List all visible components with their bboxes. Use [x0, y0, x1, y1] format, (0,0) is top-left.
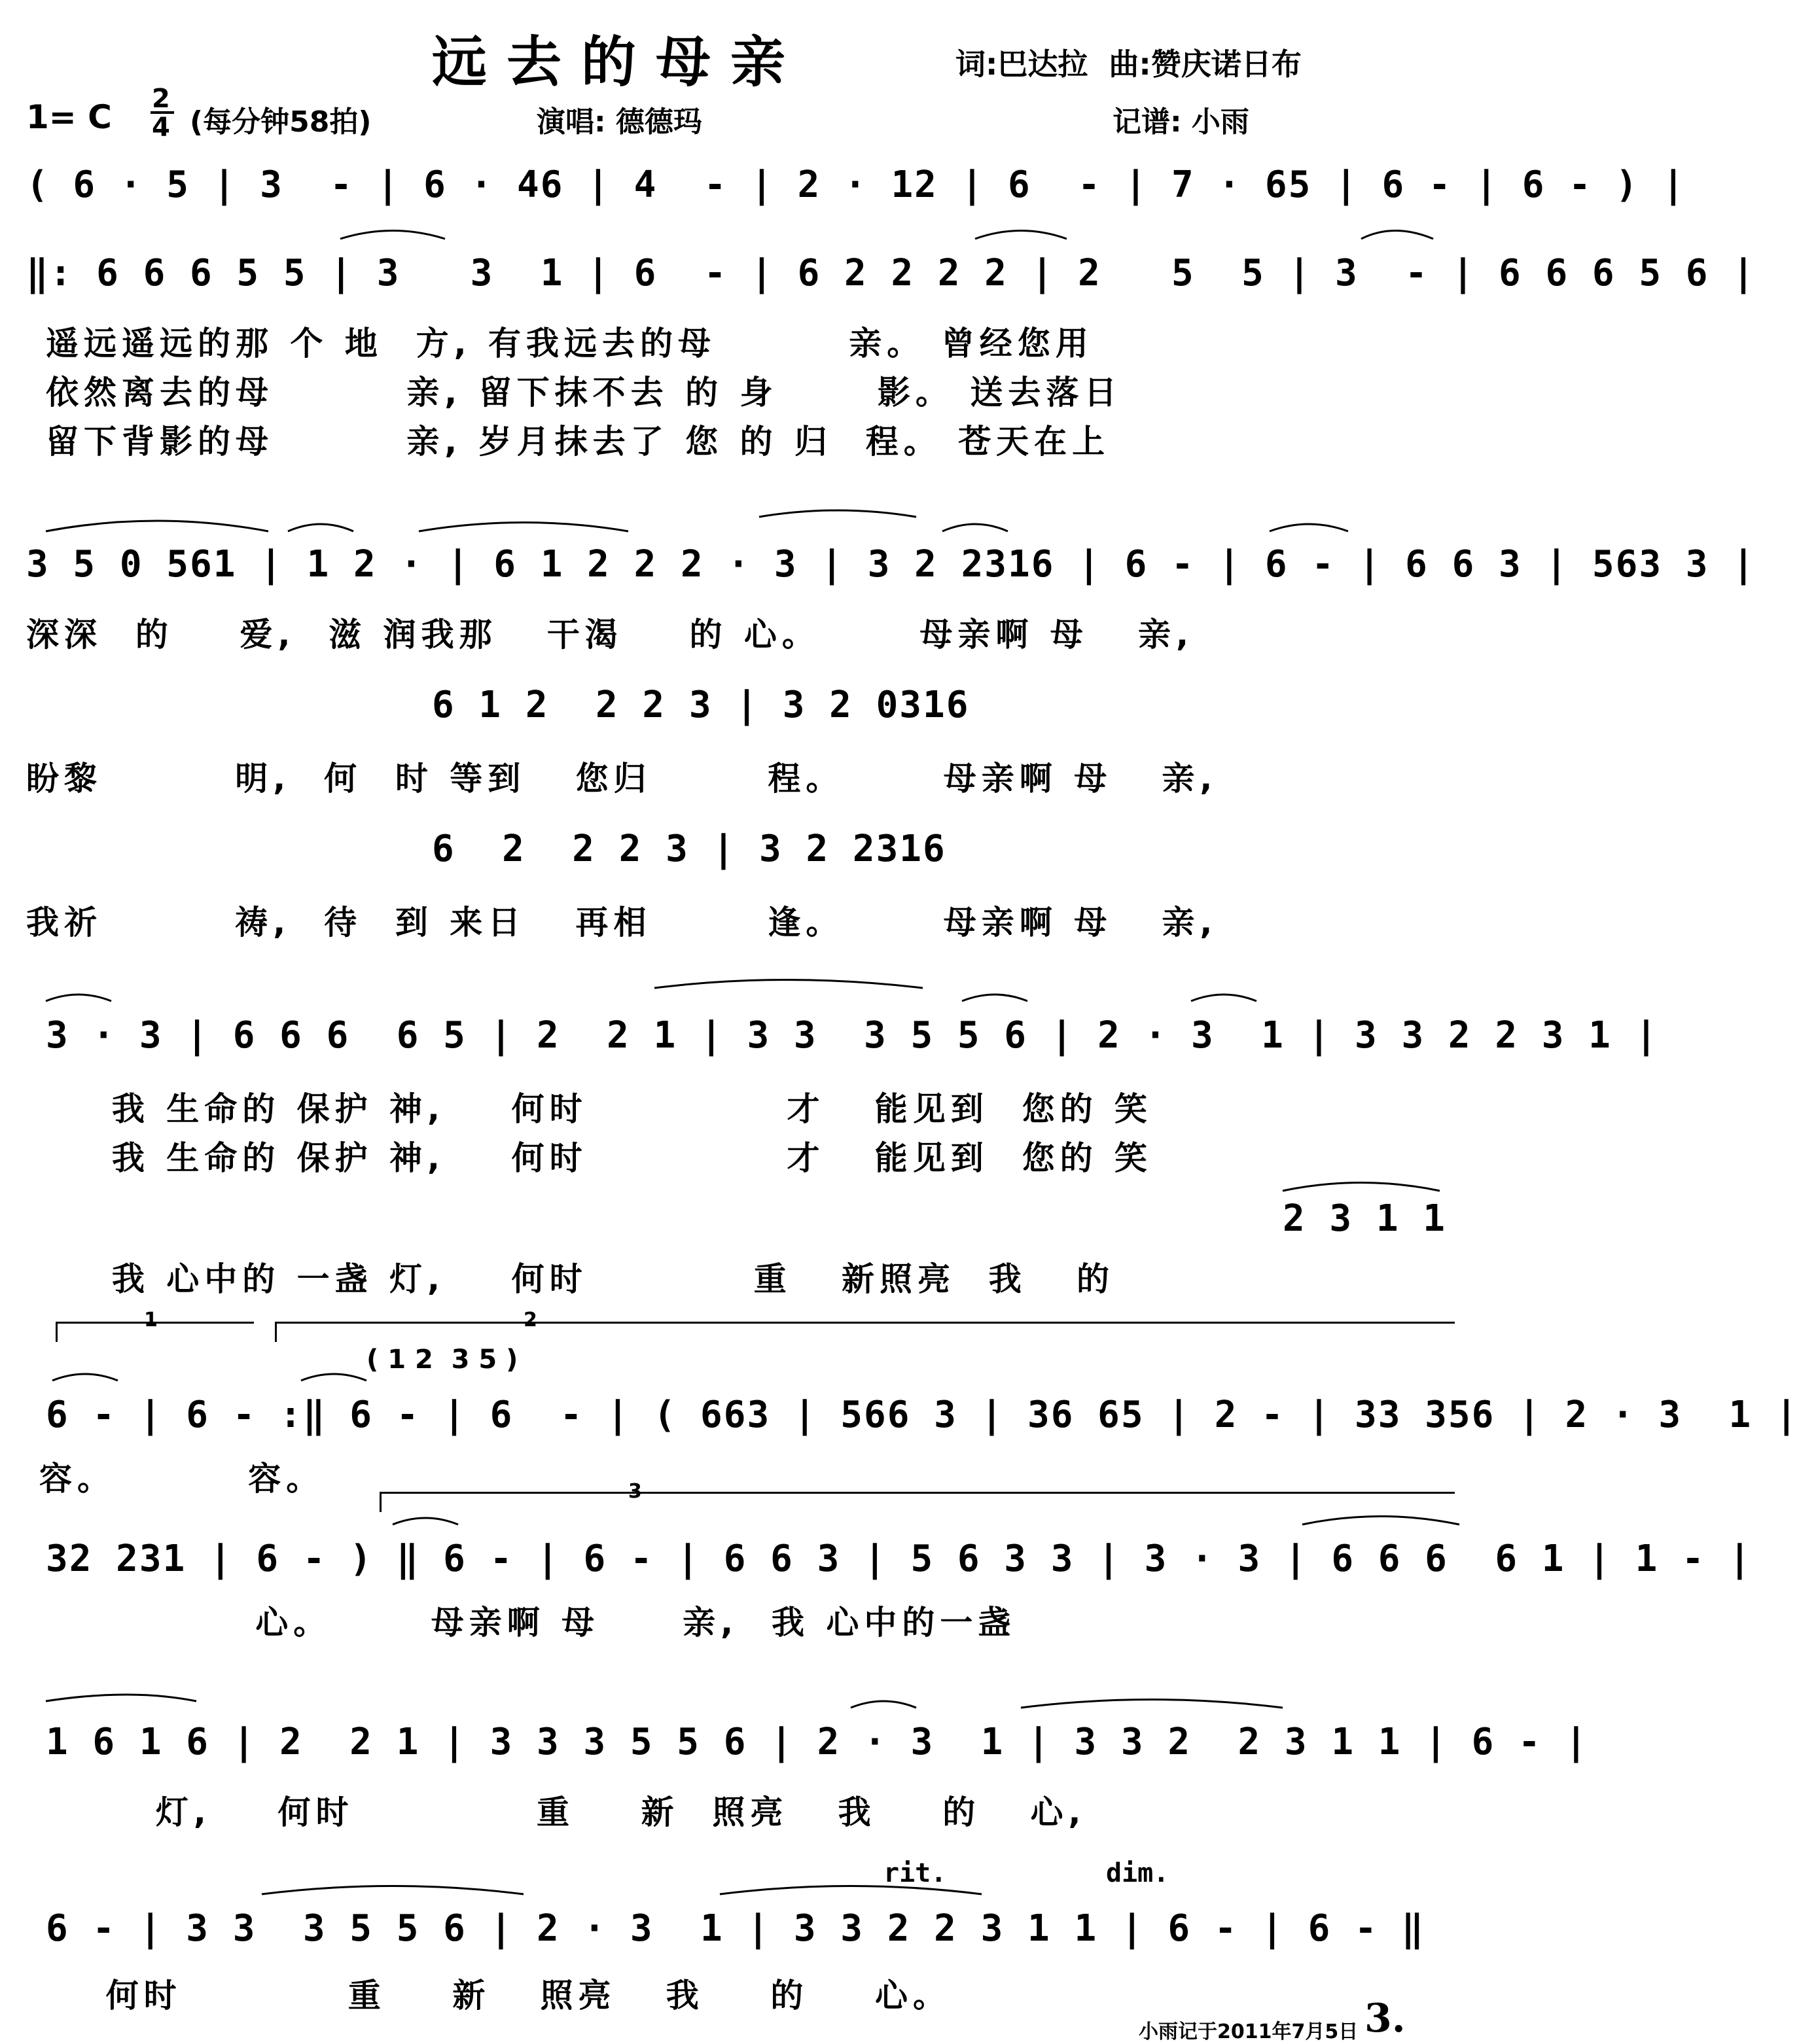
notation-line-3: 3 5 0 561 | 1 2 · | 6 1 2 2 2 · 3 | 3 2 2316 | 6 - | 6 - | 6 6 3 | 563 3 |: [26, 543, 1756, 586]
key-signature: 1= C: [26, 98, 112, 136]
time-denominator: 4: [152, 113, 170, 143]
notation-line-8: 6 - | 6 - :‖ 6 - | 6 - | ( 663 | 566 3 | 36 65 | 2 - | 33 356 | 2 · 3 1 |: [46, 1394, 1799, 1436]
lyrics-line-2-verse-3: 留下背影的母 亲, 岁月抹去了 您 的 归 程。 苍天在上: [46, 423, 1111, 461]
time-numerator: 2: [152, 84, 170, 114]
lyrics-line-5: 我祈 祷, 待 到 来日 再相 逢。 母亲啊 母 亲,: [26, 904, 1218, 942]
notation-line-11: 6 - | 3 3 3 5 5 6 | 2 · 3 1 | 3 3 2 2 3 1 1 | 6 - | 6 - ‖: [46, 1907, 1425, 1950]
lyrics-line-4: 盼黎 明, 何 时 等到 您归 程。 母亲啊 母 亲,: [26, 760, 1218, 798]
tempo-marking: (每分钟58拍): [190, 105, 372, 139]
singer-credit: 演唱: 德德玛: [537, 105, 702, 139]
lyrics-line-2-verse-2: 依然离去的母 亲, 留下抹不去 的 身 影。 送去落日: [46, 374, 1122, 412]
notation-line-1: ( 6 · 5 | 3 - | 6 · 46 | 4 - | 2 · 12 | 6 - | 7 · 65 | 6 - | 6 - ) |: [26, 164, 1686, 206]
lyrics-line-3: 深深 的 爱, 滋 润我那 干渴 的 心。 母亲啊 母 亲,: [26, 616, 1194, 654]
volta-label-1: 1: [144, 1309, 158, 1331]
notation-line-2: ‖: 6 6 6 5 5 | 3 3 1 | 6 - | 6 2 2 2 2 | 2 5 5 | 3 - | 6 6 6 5 6 |: [26, 252, 1756, 294]
footer-date: 小雨记于2011年7月5日: [1139, 2020, 1359, 2043]
lyrics-line-8: 容。 容。: [39, 1460, 325, 1498]
volta-label-3: 3: [628, 1480, 642, 1503]
notation-line-7: 2 3 1 1: [1283, 1197, 1447, 1240]
intro-cue-notes: ( 1 2 3 5 ): [366, 1345, 518, 1375]
ritardando-mark: rit.: [883, 1858, 947, 1888]
lyrics-line-6-verse-1: 我 生命的 保护 神, 何时 才 能见到 您的 笑: [79, 1090, 1152, 1128]
lyrics-line-9: 心。 母亲啊 母 亲, 我 心中的一盏: [39, 1604, 1016, 1642]
notation-line-10: 1 6 1 6 | 2 2 1 | 3 3 3 5 5 6 | 2 · 3 1 | 3 3 2 2 3 1 1 | 6 - |: [46, 1721, 1589, 1763]
lyrics-line-10: 灯, 何时 重 新 照亮 我 的 心,: [39, 1793, 1086, 1831]
volta-label-2: 2: [524, 1309, 537, 1331]
lyrics-line-6-verse-2: 我 生命的 保护 神, 何时 才 能见到 您的 笑: [79, 1139, 1152, 1177]
lyrics-line-11: 何时 重 新 照亮 我 的 心。: [39, 1977, 952, 2015]
notation-line-4: 6 1 2 2 2 3 | 3 2 0316: [432, 684, 970, 726]
lyrics-line-7: 我 心中的 一盏 灯, 何时 重 新照亮 我 的: [79, 1260, 1114, 1298]
transcriber-credit: 记谱: 小雨: [1113, 105, 1249, 139]
notation-line-5: 6 2 2 2 3 | 3 2 2316: [432, 828, 946, 870]
diminuendo-mark: dim.: [1106, 1858, 1169, 1888]
notation-line-9: 32 231 | 6 - ) ‖ 6 - | 6 - | 6 6 3 | 5 6 3 3 | 3 · 3 | 6 6 6 6 1 | 1 - |: [46, 1538, 1753, 1580]
song-title: 远去的母亲: [432, 30, 806, 94]
composer-credits: 词:巴达拉 曲:赞庆诺日布: [955, 46, 1302, 82]
lyrics-line-2-verse-1: 遥远遥远的那 个 地 方, 有我远去的母 亲。 曾经您用: [46, 325, 1094, 362]
page-number: 3.: [1364, 1996, 1406, 2041]
notation-line-6: 3 · 3 | 6 6 6 6 5 | 2 2 1 | 3 3 3 5 5 6 | 2 · 3 1 | 3 3 2 2 3 1 |: [46, 1014, 1659, 1057]
